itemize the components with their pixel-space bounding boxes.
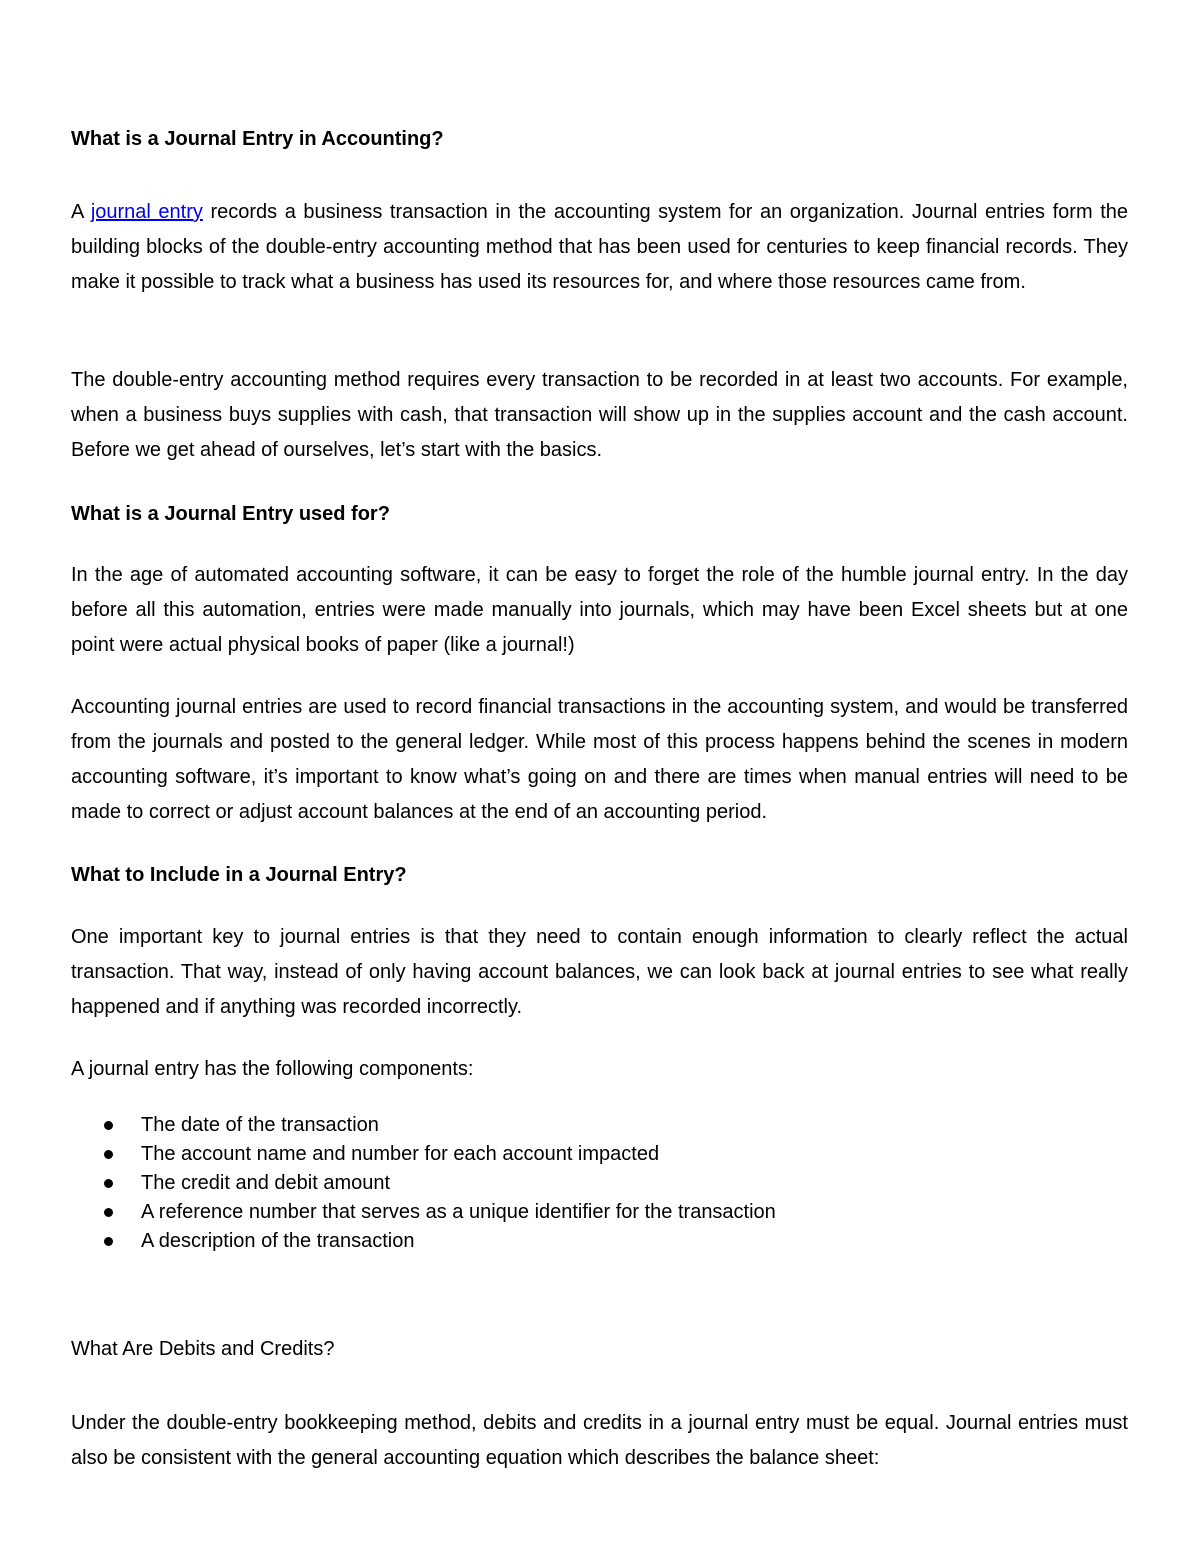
paragraph-important-key: One important key to journal entries is that they need to contain enough information to clearly reflect the actual transaction. That way, instead of only having account balances, we can look back at journal entries to see what really happened and if anything was recorded incorrectly. — [71, 926, 1128, 1018]
paragraph-accounting-journal-entries: Accounting journal entries are used to record financial transactions in the accounting system, and would be transferred from the journals and posted to the general ledger. While most of this process happens behind the scenes in modern accounting software, it’s important to know what’s going on and there are times when manual entries will need to be made to correct or adjust account balances at the end of an accounting period. — [71, 696, 1128, 823]
list-item — [71, 1198, 1128, 1227]
bullet-icon — [104, 1150, 113, 1159]
list-item — [71, 1227, 1128, 1256]
list-item — [71, 1169, 1128, 1198]
heading-what-to-include: What to Include in a Journal Entry? — [71, 864, 407, 886]
list-item-text: The credit and debit amount — [141, 1172, 391, 1194]
journal-entry-link[interactable]: journal entry — [90, 201, 203, 223]
paragraph-journal-entry-definition — [71, 195, 1128, 300]
bullet-icon — [104, 1121, 113, 1130]
heading-debits-and-credits: What Are Debits and Credits? — [71, 1338, 335, 1360]
list-item — [71, 1111, 1128, 1140]
paragraph-prefix: A — [71, 201, 91, 223]
list-item-text: The account name and number for each account impacted — [141, 1143, 660, 1165]
bullet-icon — [104, 1208, 113, 1217]
bullet-icon — [104, 1179, 113, 1188]
paragraph-suffix: records a business transaction in the accounting system for an organization. Journal entries form the building blocks of the double-entry accounting method that has been used for centuries to keep financial records. They make it possible to track what a business has used its resources for, and where those resources came from. — [71, 201, 1128, 293]
paragraph-components-intro: A journal entry has the following components: — [71, 1058, 474, 1080]
list-item — [71, 1140, 1128, 1169]
components-list — [71, 1111, 1128, 1256]
paragraph-automated-software: In the age of automated accounting software, it can be easy to forget the role of the humble journal entry. In the day before all this automation, entries were made manually into journals, which may have been Excel sheets but at one point were actual physical books of paper (like a journal!) — [71, 564, 1128, 656]
list-item-text: A reference number that serves as a unique identifier for the transaction — [141, 1201, 776, 1223]
heading-journal-entry-used-for: What is a Journal Entry used for? — [71, 503, 390, 525]
paragraph-debits-credits-equal: Under the double-entry bookkeeping method, debits and credits in a journal entry must be equal. Journal entries must also be consistent with the general accounting equation which describes the balance sheet: — [71, 1412, 1128, 1469]
list-item-text: A description of the transaction — [141, 1230, 415, 1252]
bullet-icon — [104, 1237, 113, 1246]
list-item-text: The date of the transaction — [141, 1114, 379, 1136]
heading-what-is-journal-entry: What is a Journal Entry in Accounting? — [71, 128, 444, 150]
paragraph-double-entry-method: The double-entry accounting method requires every transaction to be recorded in at least two accounts. For example, when a business buys supplies with cash, that transaction will show up in the supplies account and the cash account. Before we get ahead of ourselves, let’s start with the basics. — [71, 369, 1128, 461]
